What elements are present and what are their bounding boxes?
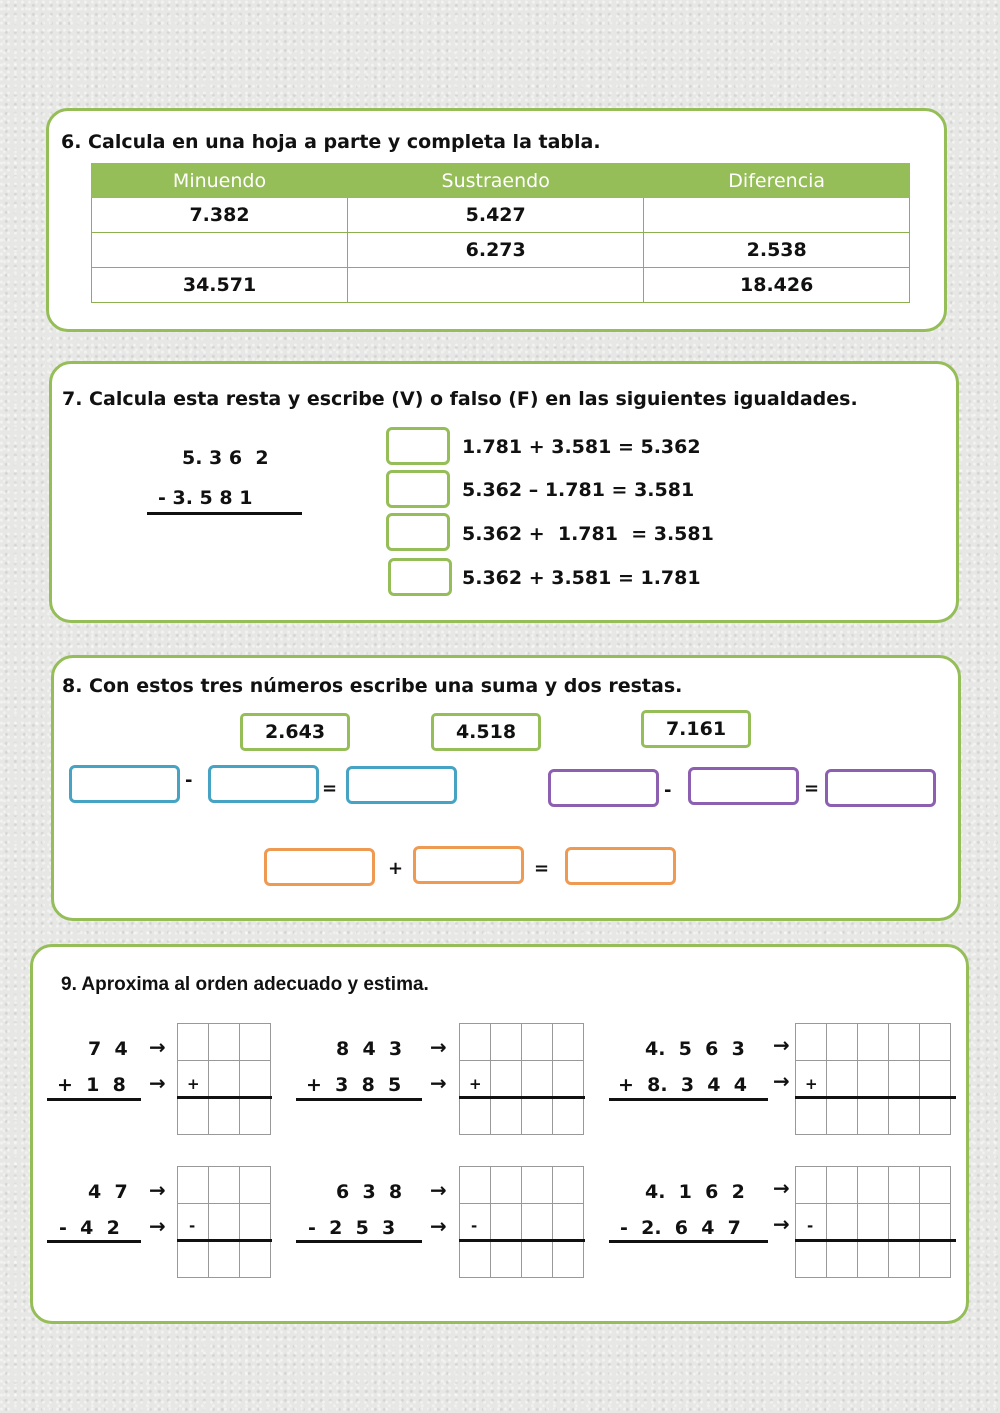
- subtraction-1-minuend-box[interactable]: [69, 765, 180, 803]
- operation-line: [609, 1240, 768, 1243]
- grid-line: [795, 1239, 956, 1242]
- equality-2: 5.362 – 1.781 = 3.581: [462, 479, 695, 501]
- subtraction-table: [91, 163, 910, 303]
- grid-line: [795, 1096, 956, 1099]
- header-minuendo: Minuendo: [92, 164, 348, 198]
- operation-line: [609, 1098, 768, 1101]
- arrow-icon: →: [430, 1214, 447, 1238]
- operation-line: [47, 1240, 141, 1243]
- estimate-top: 6 3 8: [336, 1181, 403, 1203]
- arrow-icon: →: [149, 1071, 166, 1095]
- table-row: [92, 268, 910, 303]
- subtraction-1-result-box[interactable]: [346, 766, 457, 804]
- arrow-icon: →: [430, 1035, 447, 1059]
- plus-sign: +: [805, 1075, 818, 1093]
- minus-sign: -: [189, 1217, 196, 1235]
- arrow-icon: →: [430, 1178, 447, 1202]
- minus-sign: -: [185, 770, 193, 791]
- estimate-top: 7 4: [88, 1038, 128, 1060]
- plus-sign: +: [388, 858, 404, 879]
- exercise-7-title: 7. Calcula esta resta y escribe (V) o falso (F) en las siguientes igualdades.: [62, 388, 858, 410]
- exercise-8-card: [51, 655, 961, 921]
- estimate-grid[interactable]: [459, 1166, 584, 1278]
- estimate-bottom: - 2 5 3: [308, 1217, 396, 1239]
- true-false-box-1[interactable]: [386, 427, 450, 465]
- addition-result-box[interactable]: [565, 847, 676, 885]
- number-box-3: 7.161: [641, 710, 751, 748]
- exercise-7-card: [49, 361, 959, 623]
- subtraction-minuend: 5. 3 6 2: [182, 447, 269, 469]
- equals-sign: =: [804, 778, 820, 799]
- table-cell: 7.382: [92, 198, 348, 233]
- operation-line: [296, 1240, 422, 1243]
- subtraction-2-subtrahend-box[interactable]: [688, 767, 799, 805]
- header-sustraendo: Sustraendo: [348, 164, 644, 198]
- minus-sign: -: [664, 780, 672, 801]
- table-row: [92, 198, 910, 233]
- equals-sign: =: [534, 858, 550, 879]
- estimate-bottom: + 1 8: [57, 1074, 126, 1096]
- equals-sign: =: [322, 778, 338, 799]
- arrow-icon: →: [773, 1069, 790, 1093]
- operation-line: [47, 1098, 141, 1101]
- arrow-icon: →: [773, 1033, 790, 1057]
- arrow-icon: →: [149, 1178, 166, 1202]
- exercise-6-card: [46, 108, 947, 332]
- number-box-2: 4.518: [431, 713, 541, 751]
- estimate-bottom: + 8. 3 4 4: [618, 1074, 747, 1096]
- estimate-top: 4. 5 6 3: [645, 1038, 745, 1060]
- table-cell-answer[interactable]: [644, 198, 910, 233]
- addition-addend-2-box[interactable]: [413, 846, 524, 884]
- subtraction-1-subtrahend-box[interactable]: [208, 765, 319, 803]
- subtraction-subtrahend: - 3. 5 8 1: [158, 487, 253, 509]
- estimate-bottom: - 4 2: [59, 1217, 120, 1239]
- subtraction-2-result-box[interactable]: [825, 769, 936, 807]
- minus-sign: -: [807, 1217, 814, 1235]
- grid-line: [177, 1096, 272, 1099]
- exercise-9-card: [30, 944, 969, 1324]
- operation-line: [296, 1098, 422, 1101]
- grid-line: [459, 1239, 585, 1242]
- minus-sign: -: [471, 1217, 478, 1235]
- arrow-icon: →: [430, 1071, 447, 1095]
- subtraction-line: [147, 512, 302, 515]
- equality-4: 5.362 + 3.581 = 1.781: [462, 567, 701, 589]
- table-cell: 5.427: [348, 198, 644, 233]
- table-row: [92, 233, 910, 268]
- estimate-top: 4 7: [88, 1181, 128, 1203]
- plus-sign: +: [187, 1075, 200, 1093]
- plus-sign: +: [469, 1075, 482, 1093]
- exercise-9-title: 9. Aproxima al orden adecuado y estima.: [61, 974, 429, 995]
- equality-1: 1.781 + 3.581 = 5.362: [462, 436, 701, 458]
- table-cell: 2.538: [644, 233, 910, 268]
- table-cell: 34.571: [92, 268, 348, 303]
- estimate-top: 4. 1 6 2: [645, 1181, 745, 1203]
- grid-line: [459, 1096, 585, 1099]
- arrow-icon: →: [773, 1212, 790, 1236]
- true-false-box-4[interactable]: [388, 558, 452, 596]
- exercise-6-title: 6. Calcula en una hoja a parte y completa la tabla.: [61, 131, 601, 153]
- grid-line: [177, 1239, 272, 1242]
- table-cell-answer[interactable]: [348, 268, 644, 303]
- table-cell: 18.426: [644, 268, 910, 303]
- header-diferencia: Diferencia: [644, 164, 910, 198]
- equality-3: 5.362 + 1.781 = 3.581: [462, 523, 714, 545]
- subtraction-2-minuend-box[interactable]: [548, 769, 659, 807]
- estimate-grid[interactable]: [795, 1166, 951, 1278]
- true-false-box-2[interactable]: [386, 470, 450, 508]
- estimate-bottom: + 3 8 5: [306, 1074, 402, 1096]
- exercise-8-title: 8. Con estos tres números escribe una suma y dos restas.: [62, 675, 683, 697]
- number-box-1: 2.643: [240, 713, 350, 751]
- arrow-icon: →: [149, 1214, 166, 1238]
- table-cell-answer[interactable]: [92, 233, 348, 268]
- table-cell: 6.273: [348, 233, 644, 268]
- addition-addend-1-box[interactable]: [264, 848, 375, 886]
- arrow-icon: →: [149, 1035, 166, 1059]
- estimate-top: 8 4 3: [336, 1038, 403, 1060]
- arrow-icon: →: [773, 1176, 790, 1200]
- true-false-box-3[interactable]: [386, 513, 450, 551]
- estimate-bottom: - 2. 6 4 7: [620, 1217, 741, 1239]
- estimate-grid[interactable]: [795, 1023, 951, 1135]
